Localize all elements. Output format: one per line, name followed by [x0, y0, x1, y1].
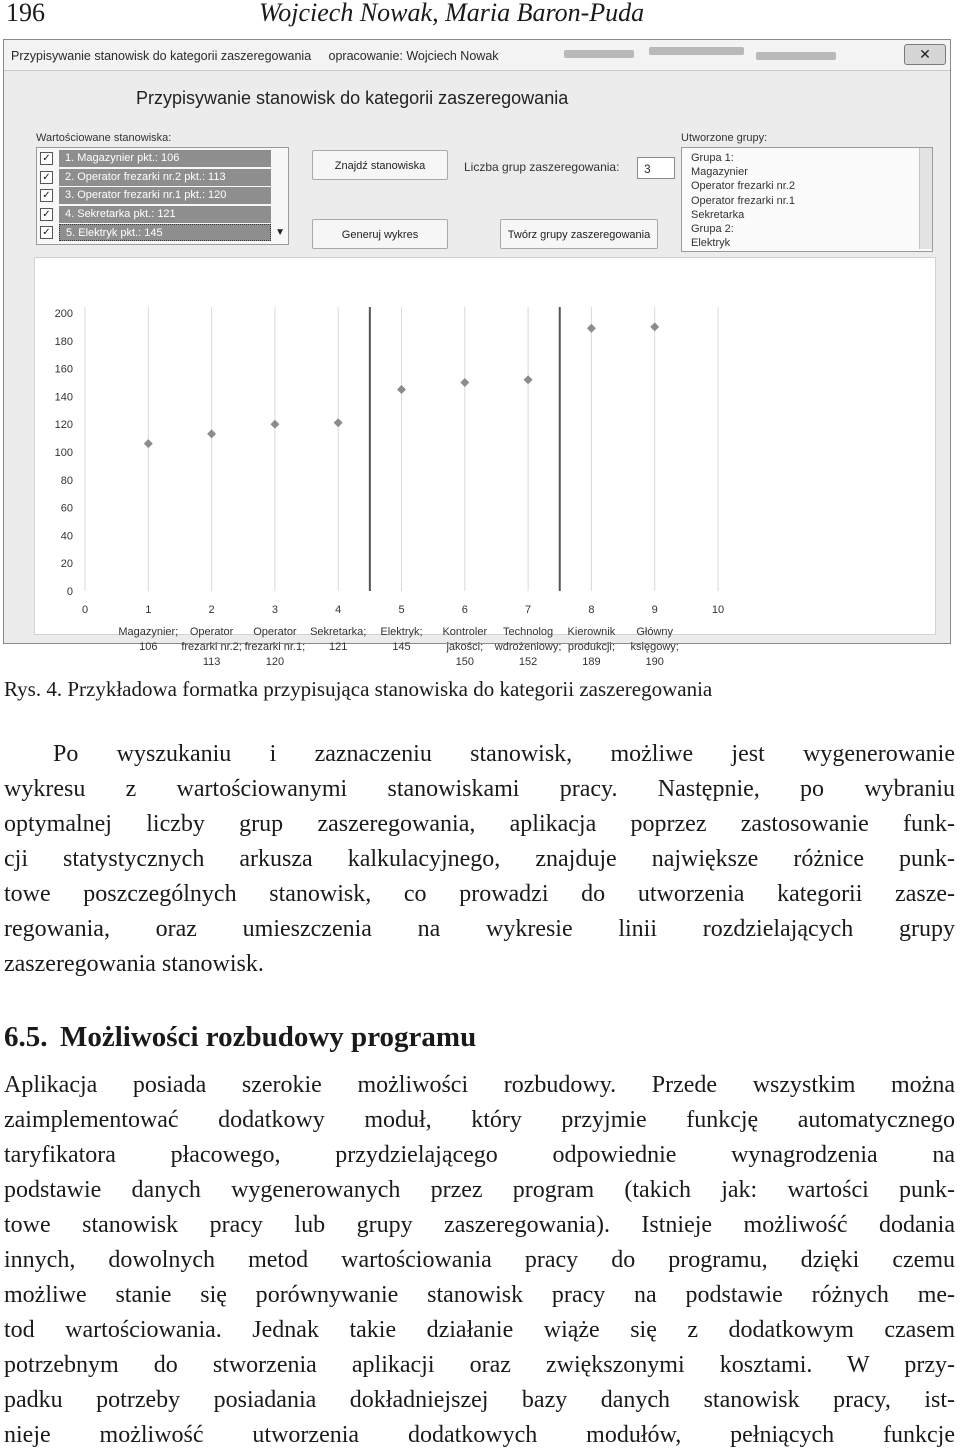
x-tick-label: 8 [588, 604, 595, 616]
data-label: wdrożeniowy; [494, 641, 562, 653]
data-label: 106 [139, 641, 158, 653]
data-label: 150 [455, 656, 474, 668]
x-tick-label: 2 [208, 604, 215, 616]
section-number: 6.5. [4, 1021, 48, 1053]
data-label: Operator [253, 626, 297, 638]
data-point [587, 324, 596, 333]
paragraph-1 [4, 737, 955, 982]
x-tick-label: 7 [525, 604, 532, 616]
position-checkbox[interactable]: ✓ [40, 208, 53, 221]
data-label: Operator [189, 626, 234, 638]
find-positions-button[interactable]: Znajdź stanowiska [312, 150, 448, 180]
figure-caption: Rys. 4. Przykładowa formatka przypisująca stanowiska do kategorii zaszeregowania [4, 677, 713, 701]
data-point [650, 322, 659, 331]
scatter-chart [35, 258, 935, 668]
paragraph-2 [4, 1068, 955, 1453]
text-line: towe stanowisk pracy lub grupy zaszeregowania). Istnieje możliwość dodania [4, 1212, 955, 1238]
data-label: 113 [202, 656, 221, 668]
y-tick-label: 120 [54, 419, 73, 432]
y-tick-label: 200 [54, 308, 73, 320]
data-label: Technolog [503, 626, 554, 638]
text-line: Po wyszukaniu i zaznaczeniu stanowisk, możliwe jest wygenerowanie [53, 741, 955, 767]
data-label: Kierownik [567, 626, 616, 638]
data-point [207, 429, 216, 438]
y-tick-label: 0 [66, 586, 73, 598]
text-line: innych, dowolnych metod wartościowania pracy do programu, dzięki czemu [4, 1247, 955, 1273]
data-point [144, 439, 153, 448]
group-list-line: Magazynier [691, 166, 748, 179]
text-line: padku potrzeby posiadania dokładniejszej bazy danych stanowisk pracy, ist- [4, 1387, 955, 1413]
group-count-label: Liczba grup zaszeregowania: [464, 160, 620, 174]
positions-label: Wartościowane stanowiska: [36, 132, 172, 144]
position-label: 4. Sekretarka pkt.: 121 [59, 206, 271, 223]
text-line: optymalnej liczby grup zaszeregowania, aplikacja poprzez zastosowanie funk- [4, 811, 955, 837]
data-point [397, 385, 406, 394]
x-tick-label: 5 [398, 604, 405, 616]
group-list-line: Operator frezarki nr.1 [691, 194, 795, 207]
groups-label: Utworzone grupy: [681, 132, 768, 144]
blurred-title-fragment [649, 47, 744, 55]
app-window-screenshot [3, 39, 951, 668]
page-number: 196 [6, 0, 45, 27]
data-label: 120 [265, 656, 285, 668]
scroll-down-icon[interactable]: ▼ [275, 227, 285, 239]
data-label: Główny [636, 626, 674, 638]
x-tick-label: 3 [271, 604, 278, 616]
data-label: 121 [329, 641, 348, 653]
x-tick-label: 9 [651, 604, 658, 616]
data-point [460, 378, 469, 387]
text-line: możliwe stanie się porównywanie stanowisk pracy na podstawie różnych me- [4, 1282, 955, 1308]
position-checkbox[interactable]: ✓ [40, 171, 53, 184]
data-label: Elektryk; [380, 626, 423, 638]
group-list-line: Elektryk [691, 237, 731, 250]
chart-panel [34, 257, 936, 668]
position-label: 3. Operator frezarki nr.1 pkt.: 120 [59, 187, 271, 204]
position-list-item[interactable] [37, 187, 287, 205]
position-list-item[interactable] [37, 206, 287, 224]
text-line: wykresu z wartościowanymi stanowiskami pracy. Następnie, po wybraniu [4, 776, 955, 802]
group-count-input[interactable]: 3 [637, 157, 675, 179]
text-line: potrzebnym do stworzenia aplikacji oraz zwiększonymi kosztami. W przy- [4, 1352, 955, 1378]
group-list-line: Grupa 2: [691, 223, 734, 235]
running-header-authors: Wojciech Nowak, Maria Baron-Puda [259, 0, 645, 27]
y-tick-label: 40 [60, 530, 73, 543]
position-label: 5. Elektryk pkt.: 145 [59, 224, 271, 241]
data-label: Magazynier; [118, 626, 179, 638]
y-tick-label: 160 [54, 363, 73, 376]
blurred-title-fragment [756, 52, 836, 60]
data-label: frezarki nr.1; [244, 641, 306, 653]
text-line: cji statystycznych arkusza kalkulacyjnego, znajduje największe różnice punk- [4, 846, 955, 872]
y-tick-label: 60 [60, 502, 73, 515]
groups-scrollbar[interactable] [919, 148, 932, 249]
text-line: tod wartościowania. Jednak takie działanie wiąże się z dodatkowym czasem [4, 1317, 955, 1343]
position-list-item[interactable] [37, 150, 287, 168]
data-label: 145 [392, 641, 411, 653]
y-tick-label: 140 [54, 391, 73, 404]
text-line: taryfikatora płacowego, przydzielającego odpowiednie wynagrodzenia na [4, 1142, 955, 1168]
window-title-text [11, 49, 499, 63]
group-list-line: Sekretarka [691, 208, 745, 221]
x-tick-label: 0 [81, 604, 89, 616]
y-tick-label: 180 [54, 335, 73, 348]
y-tick-label: 80 [60, 474, 73, 487]
x-tick-label: 6 [461, 604, 468, 616]
blurred-title-fragment [564, 50, 634, 58]
generate-chart-button[interactable]: Generuj wykres [312, 219, 448, 249]
position-label: 1. Magazynier pkt.: 106 [59, 150, 271, 167]
x-tick-label: 4 [335, 604, 342, 616]
text-line: zaimplementować dodatkowy moduł, który przyjmie funkcję automatycznego [4, 1107, 955, 1133]
text-line: nieje możliwość utworzenia dodatkowych modułów, pełniących funkcje [4, 1422, 955, 1448]
position-checkbox[interactable]: ✓ [40, 152, 53, 165]
data-label: produkcji; [567, 641, 615, 653]
y-tick-label: 20 [60, 558, 73, 571]
data-point [270, 420, 279, 429]
x-tick-label: 10 [711, 604, 725, 616]
created-groups-list[interactable] [681, 147, 933, 252]
group-list-line: Grupa 1: [691, 152, 734, 164]
window-titlebar [4, 40, 950, 71]
text-line: zaszeregowania stanowisk. [4, 951, 264, 977]
close-icon: ✕ [919, 46, 931, 62]
text-line: regowania, oraz umieszczenia na wykresie linii rozdzielających grupy [4, 916, 955, 942]
running-header [0, 0, 960, 34]
x-tick-label: 1 [145, 604, 152, 616]
data-label: księgowy; [630, 641, 679, 653]
form-title: Przypisywanie stanowisk do kategorii zaszeregowania [136, 88, 569, 108]
window-title: Przypisywanie stanowisk do kategorii zaszeregowania [11, 49, 312, 63]
section-heading [4, 1021, 476, 1054]
data-point [524, 375, 533, 384]
position-list-item[interactable] [37, 224, 287, 242]
data-label: jakości; [446, 641, 484, 653]
data-label: 152 [518, 656, 538, 668]
position-checkbox[interactable]: ✓ [40, 226, 53, 239]
text-line: Aplikacja posiada szerokie możliwości rozbudowy. Przede wszystkim można [4, 1072, 955, 1098]
section-title: Możliwości rozbudowy programu [60, 1021, 477, 1053]
data-label: Sekretarka; [310, 626, 367, 638]
close-button[interactable] [904, 44, 946, 65]
positions-listbox[interactable] [36, 147, 289, 245]
window-author-tag: opracowanie: Wojciech Nowak [328, 49, 499, 63]
text-line: towe poszczególnych stanowisk, co prowadzi do utworzenia kategorii zasze- [4, 881, 955, 907]
data-label: 189 [582, 656, 601, 668]
text-line: podstawie danych wygenerowanych przez program (takich jak: wartości punk- [4, 1177, 955, 1203]
data-label: Kontroler [442, 626, 488, 638]
data-label: 190 [645, 656, 664, 668]
group-list-line: Operator frezarki nr.2 [691, 180, 795, 193]
position-checkbox[interactable]: ✓ [40, 189, 53, 202]
position-label: 2. Operator frezarki nr.2 pkt.: 113 [59, 169, 271, 186]
data-point [334, 418, 343, 427]
position-list-item[interactable] [37, 169, 287, 187]
data-label: frezarki nr.2; [181, 641, 242, 653]
create-groups-button[interactable]: Twórz grupy zaszeregowania [500, 219, 658, 249]
y-tick-label: 100 [54, 447, 73, 459]
